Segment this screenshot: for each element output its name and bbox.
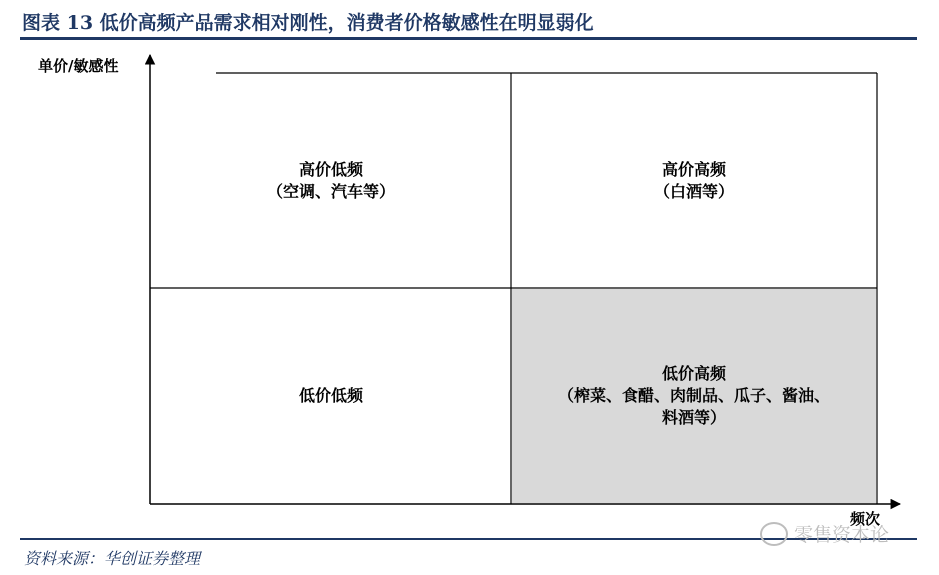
quadrant-examples: （榨菜、食醋、肉制品、瓜子、酱油、 [557,386,830,405]
x-axis-label: 频次 [850,510,881,528]
figure-title: 图表 13 低价高频产品需求相对刚性，消费者价格敏感性在明显弱化 [22,12,594,34]
y-axis-label: 单价/敏感性 [38,57,119,75]
quadrant-title: 高价低频 [298,160,363,179]
watermark [760,520,889,547]
watermark-text: 零售资本论 [794,524,890,546]
quadrant-title: 低价低频 [298,386,363,405]
quadrant-examples: （空调、汽车等） [266,182,395,201]
wechat-icon [760,522,788,546]
quadrant-examples-cont: 料酒等） [661,408,726,427]
quadrant-title: 低价高频 [661,364,726,383]
quadrant-title: 高价高频 [661,160,726,179]
quadrant-examples: （白酒等） [653,182,734,201]
source-note: 资料来源：华创证券整理 [24,549,201,568]
